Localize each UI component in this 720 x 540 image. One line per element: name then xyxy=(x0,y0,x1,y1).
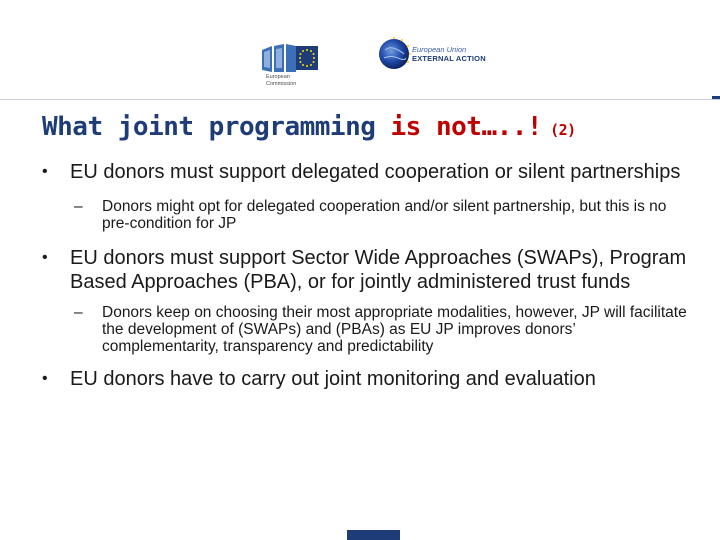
bullet-item xyxy=(42,367,692,391)
sub-bullet-text: Donors might opt for delegated cooperation and/or silent partnership, but this is no pre-condition for JP xyxy=(102,198,667,232)
header-divider xyxy=(0,99,720,100)
bullet-marker: • xyxy=(42,370,48,387)
sub-bullet-item xyxy=(42,304,692,355)
bullet-item xyxy=(42,160,692,184)
sub-bullet-item xyxy=(42,198,692,232)
header-accent-rule xyxy=(712,96,720,99)
bullet-text: EU donors must support Sector Wide Approaches (SWAPs), Program Based Approaches (PBA), or for jointly administered trust funds xyxy=(70,247,687,293)
title-main: What joint programming xyxy=(42,112,391,142)
eeas-logo-text: European Union EXTERNAL ACTION xyxy=(412,45,486,63)
slide-content xyxy=(42,160,692,391)
title-suffix: (2) xyxy=(550,121,576,139)
bullet-marker: • xyxy=(42,163,48,180)
bullet-text: EU donors must support delegated cooperation or silent partnerships xyxy=(70,161,681,183)
dash-marker: – xyxy=(74,304,83,321)
slide-title xyxy=(42,108,576,149)
dash-marker: – xyxy=(74,198,83,215)
bullet-marker: • xyxy=(42,249,48,266)
bullet-text: EU donors have to carry out joint monitoring and evaluation xyxy=(70,368,596,390)
header-logos xyxy=(0,0,720,100)
title-emphasis: is not…..! xyxy=(390,112,543,142)
sub-bullet-text: Donors keep on choosing their most appropriate modalities, however, JP will facilitate the development of (SWAPs) and (PBAs) as EU JP improves donors’ complementarity, transparency and predictability xyxy=(102,304,687,355)
eeas-globe-logo xyxy=(376,36,412,72)
footer-accent-bar xyxy=(347,530,400,540)
ec-logo-caption: European Commission xyxy=(266,74,297,87)
bullet-item xyxy=(42,246,692,294)
